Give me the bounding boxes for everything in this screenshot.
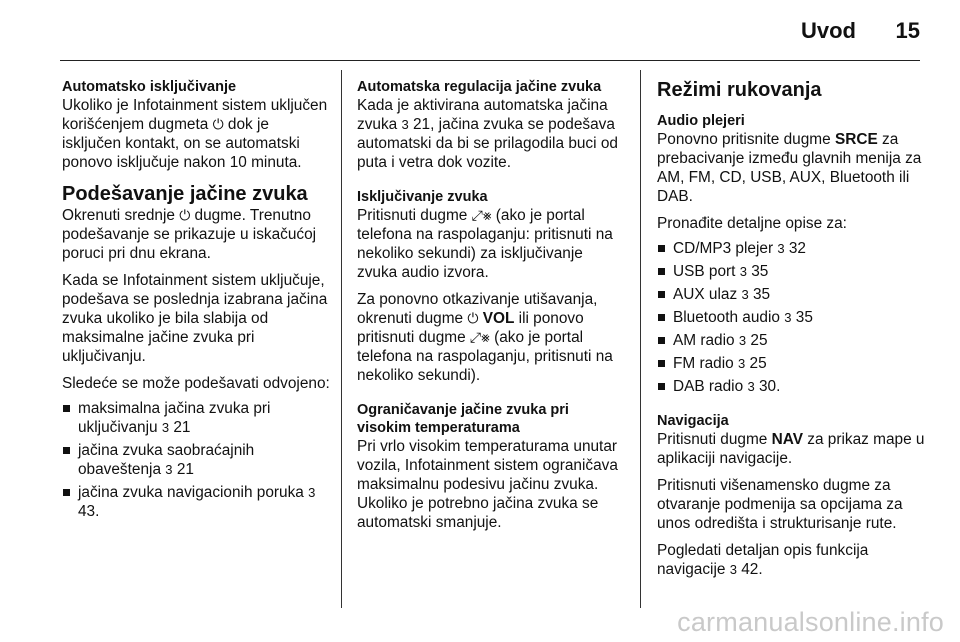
column-2 <box>357 78 625 532</box>
list-item: jačina zvuka navigacionih poruka 3 43. <box>62 483 330 521</box>
temp-limit-text: Pri vrlo visokim temperaturama unutar vozila, Infotainment sistem ograničava maksimalnu podesivu jačinu zvuka. Ukoliko je potrebno jačina zvuka se automatski smanjuje. <box>357 438 618 531</box>
page-number: 15 <box>895 18 920 43</box>
list-item: maksimalna jačina zvuka pri uključivanju 3 21 <box>62 399 330 437</box>
mute-text: Pritisnuti dugme ⤢⨳ (ako je portal telefona na raspolaganju: pritisnuti na nekoliko sekundi) za isključivanje zvuka audio izvora. <box>357 207 613 281</box>
volume-bullet-list <box>62 399 330 521</box>
auto-off-text: Ukoliko je Infotainment sistem uključen korišćenjem dugmeta ⏻ dok je isključen kontakt, on se automatski ponovo isključuje nakon 10 minuta. <box>62 97 328 171</box>
list-item: USB port 3 35 <box>657 262 925 281</box>
page-ref-arrow-icon: 3 <box>784 310 792 325</box>
page-ref-arrow-icon: 3 <box>308 485 316 500</box>
auto-volume-heading: Automatska regulacija jačine zvuka <box>357 79 602 95</box>
mute-icon: ⤢⨳ <box>469 329 490 345</box>
page-ref-arrow-icon: 3 <box>741 287 749 302</box>
navigation-heading: Navigacija <box>657 413 729 429</box>
page-ref-arrow-icon: 3 <box>738 333 747 348</box>
navigation-para-3: Pogledati detaljan opis funkcija navigacije 3 42. <box>657 542 869 578</box>
page-ref-arrow-icon: 3 <box>729 562 737 577</box>
column-1 <box>62 78 330 525</box>
page-ref-arrow-icon: 3 <box>777 241 785 256</box>
auto-volume-text: Kada je aktivirana automatska jačina zvuka 3 21, jačina zvuka se podešava automatski da bi se prilagodila buci od puta i vetra dok vozite. <box>357 97 618 171</box>
list-item: FM radio 3 25 <box>657 354 925 373</box>
volume-text: Okrenuti srednje ⏻ dugme. Trenutno podešavanje se prikazuje u iskačućoj poruci pri dnu ekrana. <box>62 207 317 262</box>
power-icon: ⏻ <box>212 116 224 132</box>
list-item: CD/MP3 plejer 3 32 <box>657 239 925 258</box>
list-item: Bluetooth audio 3 35 <box>657 308 925 327</box>
volume-heading: Podešavanje jačine zvuka <box>62 183 308 205</box>
page-ref-arrow-icon: 3 <box>401 117 409 132</box>
volume-para-3: Sledeće se može podešavati odvojeno: <box>62 375 330 392</box>
column-divider <box>341 70 342 608</box>
page-header <box>0 0 960 62</box>
header-divider <box>60 60 920 61</box>
list-item: AM radio 3 25 <box>657 331 925 350</box>
power-icon: ⏻ <box>179 207 191 223</box>
page-ref-arrow-icon: 3 <box>739 264 747 279</box>
modes-heading: Režimi rukovanja <box>657 79 822 101</box>
column-3 <box>657 78 925 579</box>
page-ref-arrow-icon: 3 <box>161 420 170 435</box>
list-item: AUX ulaz 3 35 <box>657 285 925 304</box>
audio-players-text: Ponovno pritisnite dugme SRCE za prebacivanje između glavnih menija za AM, FM, CD, USB, AUX, Bluetooth ili DAB. <box>657 131 922 205</box>
volume-para-2: Kada se Infotainment sistem uključuje, podešava se poslednja izabrana jačina zvuka ukoliko je bila slabija od maksimalne jačine zvuka pri uključivanju. <box>62 272 328 365</box>
unmute-text: Za ponovno otkazivanje utišavanja, okrenuti dugme ⏻ VOL ili ponovo pritisnuti dugme ⤢⨳ (ako je portal telefona na raspolaganju, pritisnuti na nekoliko sekundi). <box>357 291 613 384</box>
page-ref-arrow-icon: 3 <box>165 462 173 477</box>
chapter-title: Uvod <box>801 18 856 43</box>
navigation-text: Pritisnuti dugme NAV za prikaz mape u aplikaciji navigacije. <box>657 431 925 467</box>
watermark: carmanualsonline.info <box>677 607 944 637</box>
page-ref-arrow-icon: 3 <box>738 356 746 371</box>
list-item: DAB radio 3 30. <box>657 377 925 396</box>
temp-limit-heading: Ograničavanje jačine zvuka pri visokim temperaturama <box>357 402 569 436</box>
audio-players-heading: Audio plejeri <box>657 113 745 129</box>
srce-label: SRCE <box>834 131 878 148</box>
mute-icon: ⤢⨳ <box>471 207 492 223</box>
column-divider <box>640 70 641 608</box>
vol-label: VOL <box>482 310 515 327</box>
auto-off-heading: Automatsko isključivanje <box>62 79 237 95</box>
sources-bullet-list <box>657 239 925 396</box>
page-ref-arrow-icon: 3 <box>747 379 755 394</box>
list-item: jačina zvuka saobraćajnih obaveštenja 3 21 <box>62 441 330 479</box>
nav-label: NAV <box>771 431 803 448</box>
mute-heading: Isključivanje zvuka <box>357 189 488 205</box>
descriptions-intro: Pronađite detaljne opise za: <box>657 215 847 232</box>
navigation-para-2: Pritisnuti višenamensko dugme za otvaranje podmenija sa opcijama za unos odredišta i strukturisanje rute. <box>657 477 903 532</box>
power-icon: ⏻ <box>467 310 479 326</box>
